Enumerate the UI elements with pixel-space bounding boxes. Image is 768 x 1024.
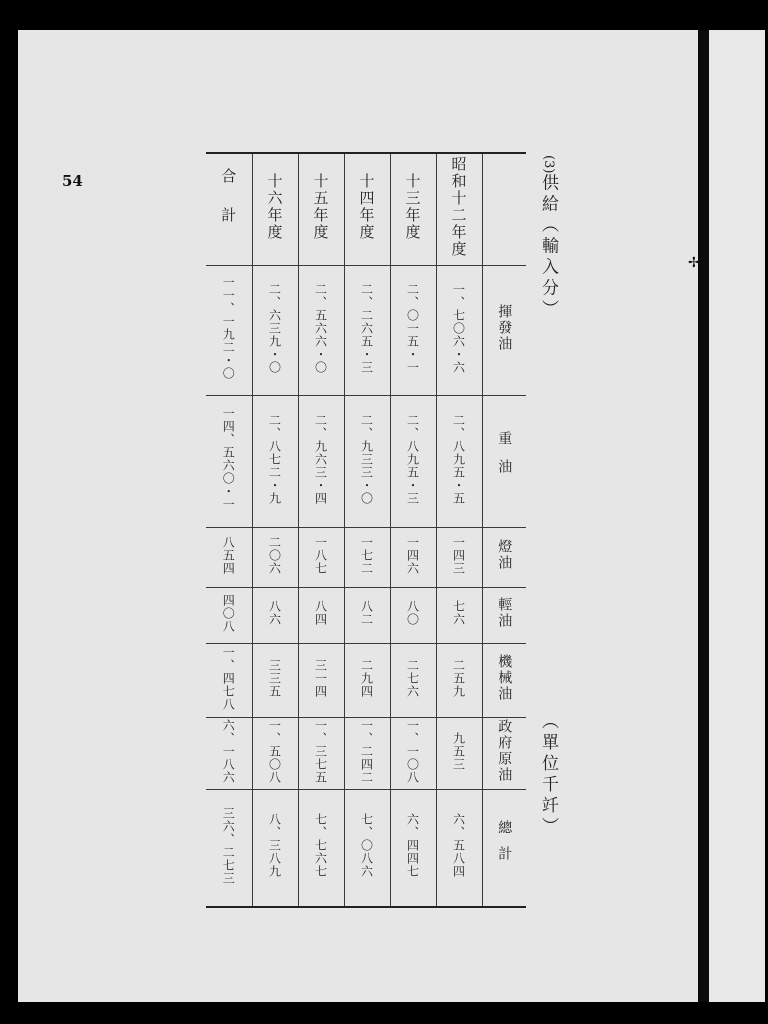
table-cell: 一一、一九二・〇 — [206, 265, 252, 395]
table-row-government-crude — [206, 717, 526, 789]
table-cell: 八五四 — [206, 527, 252, 587]
table-cell: 八二 — [344, 587, 390, 643]
table-row-machine-oil — [206, 643, 526, 717]
next-page-edge — [709, 30, 765, 1002]
table-cell: 七、七六七 — [298, 789, 344, 907]
table-cell: 二九四 — [344, 643, 390, 717]
table-cell: 二〇六 — [252, 527, 298, 587]
table-cell: 二五九 — [436, 643, 482, 717]
row-label-fy15: 十五年度 — [298, 153, 344, 265]
table-cell: 七六 — [436, 587, 482, 643]
row-labels — [206, 153, 526, 265]
table-cell: 六、五八四 — [436, 789, 482, 907]
row-label-fy16: 十六年度 — [252, 153, 298, 265]
section-title — [536, 155, 561, 320]
table-row-grand-total — [206, 789, 526, 907]
table-cell: 一、四七八 — [206, 643, 252, 717]
table-cell: 一七二 — [344, 527, 390, 587]
table-cell: 八〇 — [390, 587, 436, 643]
table-cell: 六、四四七 — [390, 789, 436, 907]
binding-gutter — [698, 30, 709, 1002]
page-number: 54 — [62, 172, 83, 190]
table-row-gasoline — [206, 265, 526, 395]
table-row-light-oil — [206, 587, 526, 643]
table-cell: 二、九三三・〇 — [344, 395, 390, 527]
table-cell: 一、一〇八 — [390, 717, 436, 789]
table-cell: 二、八九五・五 — [436, 395, 482, 527]
table-cell: 八四 — [298, 587, 344, 643]
column-header-total: 總計 — [482, 789, 526, 907]
table-cell: 三三五 — [252, 643, 298, 717]
table-row-heavy-oil — [206, 395, 526, 527]
row-label-total: 合計 — [206, 153, 252, 265]
table-cell: 一、五〇八 — [252, 717, 298, 789]
table-cell: 二、八七二・九 — [252, 395, 298, 527]
table-corner — [482, 153, 526, 265]
table-cell: 一、三七五 — [298, 717, 344, 789]
table-cell: 一四六 — [390, 527, 436, 587]
table-cell: 七、〇八六 — [344, 789, 390, 907]
table-cell: 二、八九五・三 — [390, 395, 436, 527]
column-header-government-crude: 政府原油 — [482, 717, 526, 789]
table-cell: 二、六三九・〇 — [252, 265, 298, 395]
table-cell: 八六 — [252, 587, 298, 643]
column-header-heavy-oil: 重油 — [482, 395, 526, 527]
row-label-fy13: 十三年度 — [390, 153, 436, 265]
table-cell: 九五三 — [436, 717, 482, 789]
table-row-kerosene — [206, 527, 526, 587]
supply-import-table — [206, 152, 526, 908]
column-header-machine-oil: 機械油 — [482, 643, 526, 717]
table-cell: 八、三八九 — [252, 789, 298, 907]
row-label-fy14: 十四年度 — [344, 153, 390, 265]
table-cell: 二、〇一五・一 — [390, 265, 436, 395]
binding-mark: ✢ — [688, 255, 700, 271]
table-cell: 三一四 — [298, 643, 344, 717]
column-header-light-oil: 輕油 — [482, 587, 526, 643]
table-cell: 一四、五六〇・一 — [206, 395, 252, 527]
table-cell: 三六、二七三 — [206, 789, 252, 907]
table-cell: 二七六 — [390, 643, 436, 717]
table-cell: 六、一八六 — [206, 717, 252, 789]
row-label-fy12: 昭和十二年度 — [436, 153, 482, 265]
table-cell: 二、二六五・三 — [344, 265, 390, 395]
table-cell: 一四三 — [436, 527, 482, 587]
table-cell: 二、五六六・〇 — [298, 265, 344, 395]
table-cell: 一、七〇六・六 — [436, 265, 482, 395]
table-cell: 一、二四二 — [344, 717, 390, 789]
unit-note: （單位千竏） — [538, 712, 558, 838]
table-cell: 一八七 — [298, 527, 344, 587]
column-header-kerosene: 燈油 — [482, 527, 526, 587]
column-header-gasoline: 揮發油 — [482, 265, 526, 395]
section-number: (3) — [541, 155, 556, 174]
table-cell: 四〇八 — [206, 587, 252, 643]
table-cell: 二、九六三・四 — [298, 395, 344, 527]
section-title-text: 供給（輸入分） — [538, 173, 558, 321]
